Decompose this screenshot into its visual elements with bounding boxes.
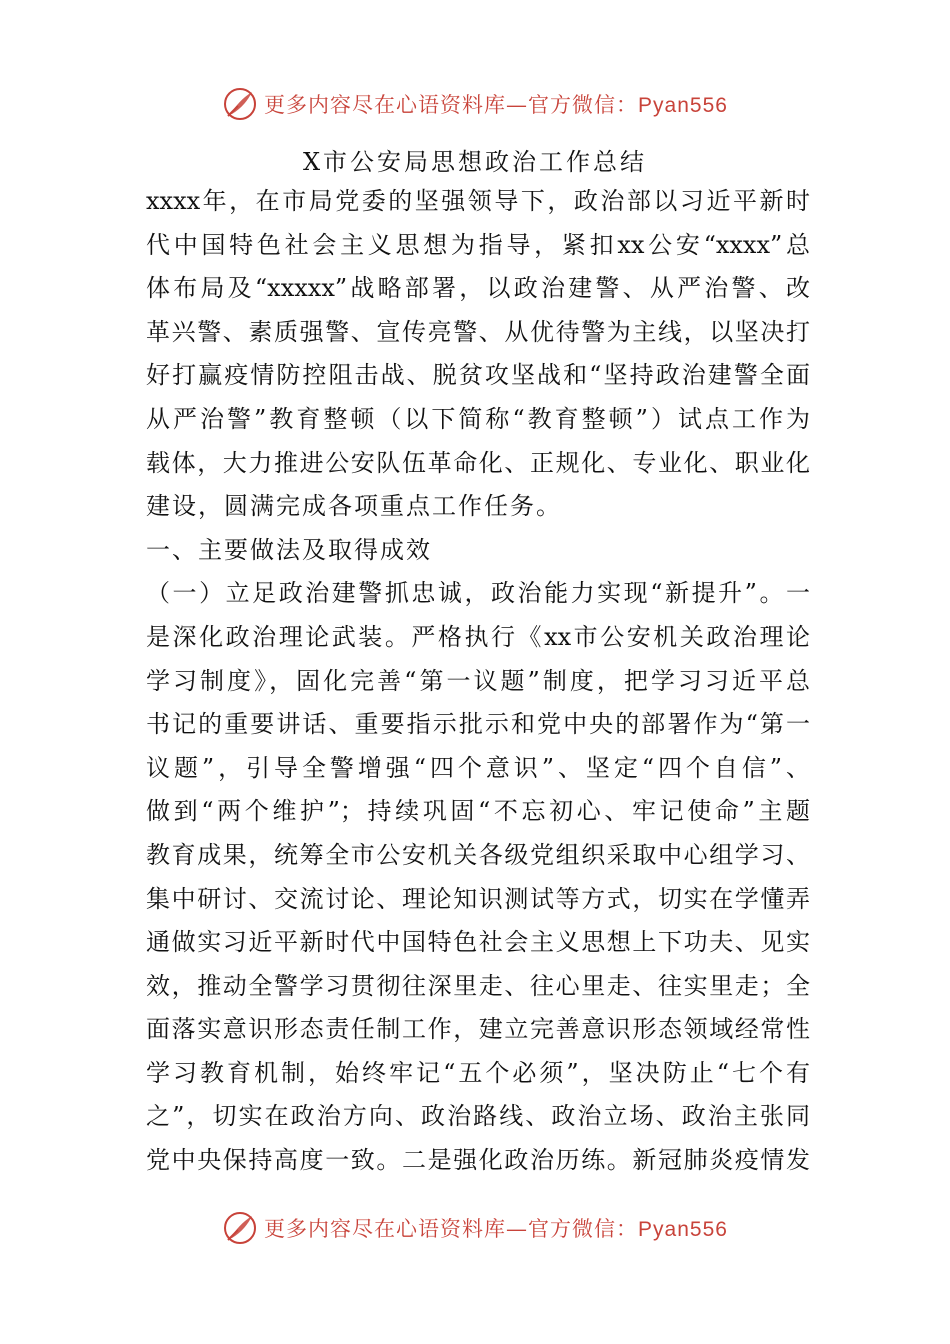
document-title: X市公安局思想政治工作总结 [302,148,648,176]
body-line: 载体，大力推进公安队伍革命化、正规化、专业化、职业化 [146,448,810,477]
body-line: 效，推动全警学习贯彻往深里走、往心里走、往实里走；全 [146,971,810,1000]
body-line: （一）立足政治建警抓忠诚，政治能力实现“新提升”。一 [146,579,810,608]
watermark-top [0,84,950,124]
body-line: 革兴警、素质强警、宣传亮警、从优待警为主线，以坚决打 [146,317,810,346]
body-line: 议题”，引导全警增强“四个意识”、坚定“四个自信”、 [146,753,810,782]
body-line: 从严治警”教育整顿（以下简称“教育整顿”）试点工作为 [146,404,810,433]
feather-pen-logo-icon [222,86,258,122]
body-line: 集中研讨、交流讨论、理论知识测试等方式，切实在学懂弄 [146,884,810,913]
body-line: 好打赢疫情防控阻击战、脱贫攻坚战和“坚持政治建警全面 [146,361,810,390]
body-line: xxxx年，在市局党委的坚强领导下，政治部以习近平新时 [146,187,810,215]
watermark-text: 更多内容尽在心语资料库—官方微信：Pyan556 [264,93,728,117]
body-line: 党中央保持高度一致。二是强化政治历练。新冠肺炎疫情发 [146,1146,810,1175]
watermark-bottom [0,1208,950,1248]
body-line: 做到“两个维护”；持续巩固“不忘初心、牢记使命”主题 [146,797,810,826]
section-heading: 一、主要做法及取得成效 [146,535,432,564]
watermark-text: 更多内容尽在心语资料库—官方微信：Pyan556 [264,1217,728,1241]
body-line: 教育成果，统筹全市公安机关各级党组织采取中心组学习、 [146,840,810,869]
body-line: 是深化政治理论武装。严格执行《xx市公安机关政治理论 [146,622,810,651]
body-line: 学习制度》，固化完善“第一议题”制度，把学习习近平总 [146,666,810,695]
body-line: 之”，切实在政治方向、政治路线、政治立场、政治主张同 [146,1102,810,1131]
document-body [146,180,810,1183]
body-line: 建设，圆满完成各项重点工作任务。 [146,492,562,521]
body-line: 体布局及“xxxxx”战略部署，以政治建警、从严治警、改 [146,274,810,303]
body-line: 书记的重要讲话、重要指示批示和党中央的部署作为“第一 [146,710,810,739]
body-line: 学习教育机制，始终牢记“五个必须”，坚决防止“七个有 [146,1058,810,1087]
body-line: 通做实习近平新时代中国特色社会主义思想上下功夫、见实 [146,928,810,957]
body-line: 代中国特色社会主义思想为指导，紧扣xx公安“xxxx”总 [146,230,810,259]
feather-pen-logo-icon [222,1210,258,1246]
body-line: 面落实意识形态责任制工作，建立完善意识形态领域经常性 [146,1015,810,1044]
